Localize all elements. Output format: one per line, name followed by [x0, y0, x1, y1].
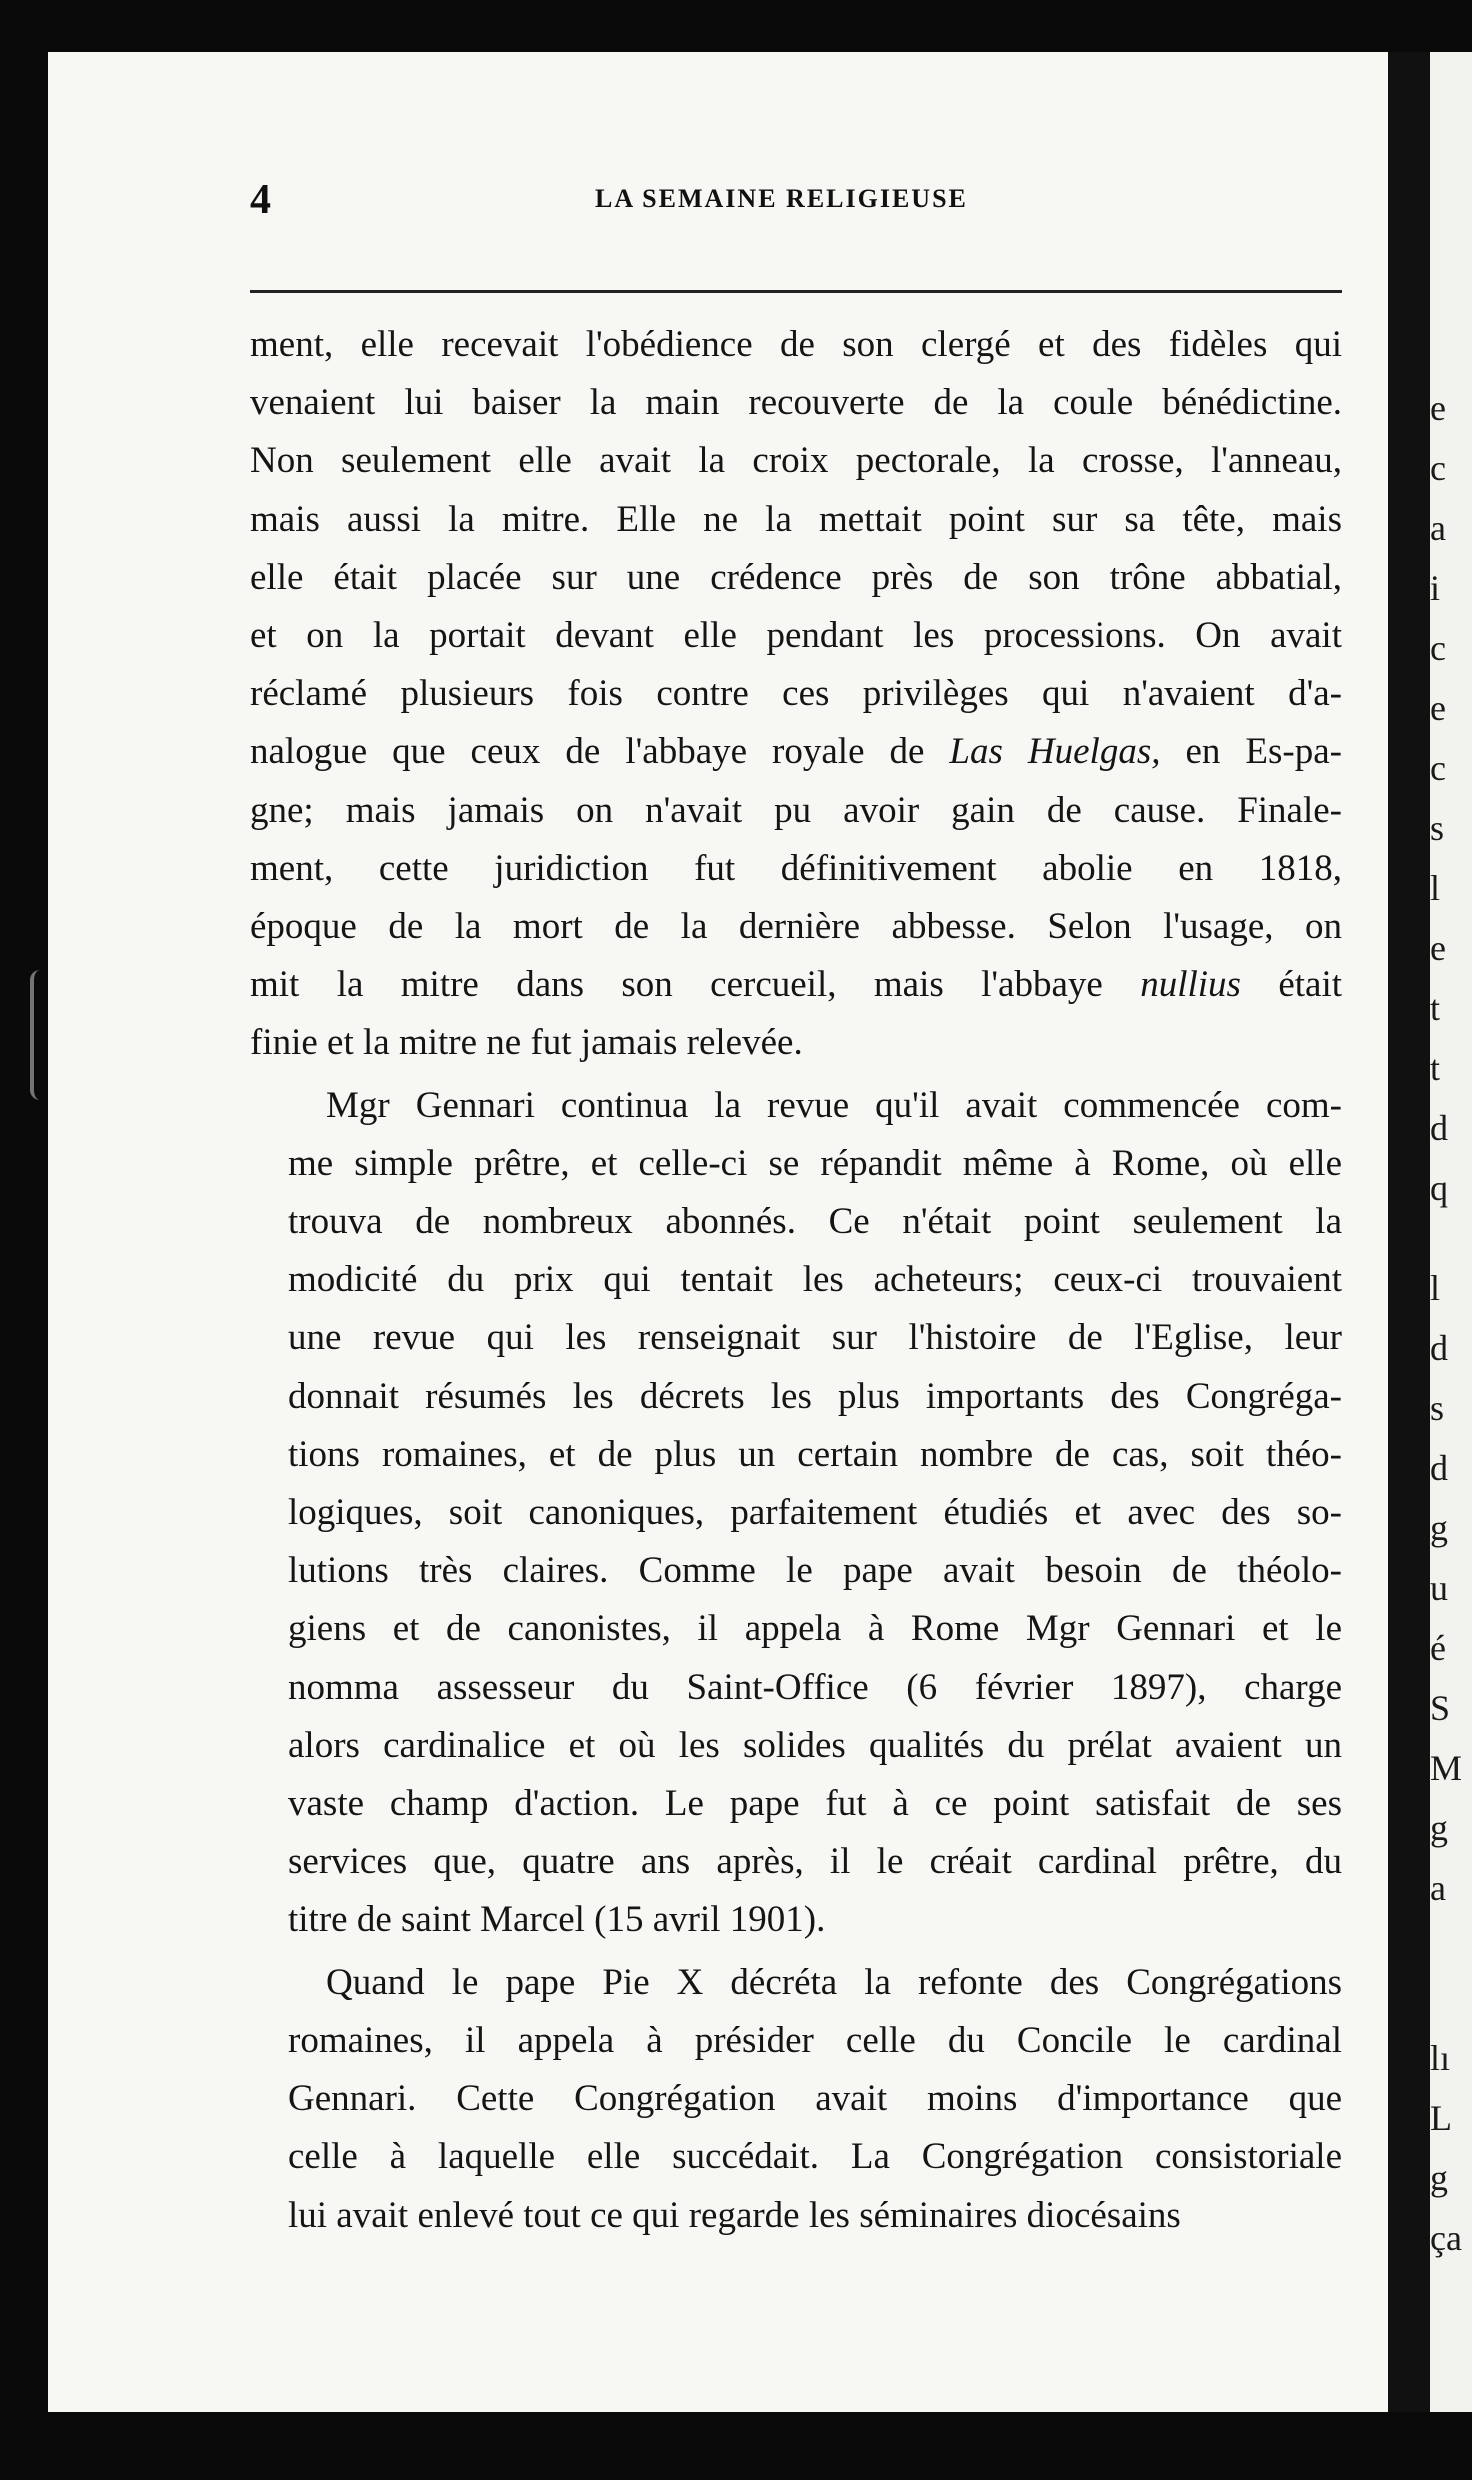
- text-line: ment, elle recevait l'obédience de son clergé et des fidèles qui: [250, 324, 1342, 365]
- next-page-fragment: L: [1430, 2098, 1452, 2138]
- text-line: une revue qui les renseignait sur l'histoire de l'Eglise, leur: [288, 1317, 1342, 1359]
- next-page-edge: [1430, 52, 1472, 2412]
- text-line: lui avait enlevé tout ce qui regarde les séminaires diocésains: [288, 2194, 1181, 2236]
- next-page-fragment: e: [1430, 688, 1446, 728]
- text-line: alors cardinalice et où les solides qualités du prélat avaient un: [288, 1724, 1342, 1766]
- text-line: lutions très claires. Comme le pape avait besoin de théolo-: [288, 1550, 1342, 1592]
- page-header: [250, 170, 1342, 230]
- text-line: Mgr Gennari continua la revue qu'il avait commencée com-: [326, 1084, 1342, 1126]
- text-line: Gennari. Cette Congrégation avait moins d'importance que: [288, 2078, 1342, 2120]
- next-page-fragment: a: [1430, 508, 1446, 548]
- next-page-fragment: e: [1430, 388, 1446, 428]
- text-line: logiques, soit canoniques, parfaitement étudiés et avec des so-: [288, 1492, 1342, 1534]
- next-page-fragment: M: [1430, 1748, 1463, 1788]
- text-line: romaines, il appela à présider celle du Concile le cardinal: [288, 2019, 1342, 2061]
- text-line: Quand le pape Pie X décréta la refonte des Congrégations: [326, 1961, 1342, 2003]
- text-line: services que, quatre ans après, il le créait cardinal prêtre, du: [288, 1841, 1342, 1883]
- next-page-fragment: u: [1430, 1568, 1448, 1608]
- text-line: ment, cette juridiction fut définitivement abolie en 1818,: [250, 847, 1342, 889]
- next-page-fragment: c: [1430, 748, 1446, 788]
- text-line: modicité du prix qui tentait les acheteurs; ceux-ci trouvaient: [288, 1259, 1342, 1301]
- text-line: elle était placée sur une crédence près de son trône abbatial,: [250, 556, 1342, 598]
- next-page-fragment: l: [1430, 868, 1441, 908]
- paragraph-3: [250, 1954, 1342, 2245]
- page-number: 4: [250, 177, 271, 223]
- text-line: nomma assesseur du Saint-Office (6 février 1897), charge: [288, 1666, 1342, 1708]
- text-line: gne; mais jamais on n'avait pu avoir gain de cause. Finale-: [250, 789, 1342, 831]
- next-page-fragment: c: [1430, 628, 1446, 668]
- next-page-fragment: c: [1430, 448, 1446, 488]
- next-page-fragment: lı: [1430, 2038, 1451, 2078]
- next-page-fragment: g: [1430, 2158, 1448, 2198]
- page-gutter: [1388, 52, 1430, 2412]
- next-page-fragment: d: [1430, 1448, 1448, 1488]
- text-line: donnait résumés les décrets les plus importants des Congréga-: [288, 1375, 1342, 1417]
- body-text: [250, 316, 1342, 2245]
- next-page-fragment: t: [1430, 988, 1441, 1028]
- next-page-fragment: e: [1430, 928, 1446, 968]
- next-page-fragment: s: [1430, 808, 1445, 848]
- next-page-fragment: q: [1430, 1168, 1448, 1208]
- text-line: me simple prêtre, et celle-ci se répandit même à Rome, où elle: [288, 1142, 1342, 1184]
- text-line: giens et de canonistes, il appela à Rome Mgr Gennari et le: [288, 1608, 1342, 1650]
- running-title: LA SEMAINE RELIGIEUSE: [595, 184, 968, 213]
- text-line: titre de saint Marcel (15 avril 1901).: [288, 1899, 826, 1941]
- next-page-fragment: d: [1430, 1328, 1448, 1368]
- text-line: réclamé plusieurs fois contre ces privilèges qui n'avaient d'a-: [250, 673, 1342, 715]
- next-page-fragment: i: [1430, 568, 1441, 608]
- text-line: époque de la mort de la dernière abbesse. Selon l'usage, on: [250, 906, 1342, 948]
- next-page-fragment: l: [1430, 1268, 1441, 1308]
- next-page-fragment: s: [1430, 1388, 1445, 1428]
- paragraph-2: [250, 1077, 1342, 1950]
- next-page-fragment: g: [1430, 1508, 1448, 1548]
- text-line: finie et la mitre ne fut jamais relevée.: [250, 1022, 803, 1064]
- text-line: celle à laquelle elle succédait. La Congrégation consistoriale: [288, 2136, 1342, 2178]
- paragraph-1: [250, 316, 1342, 1073]
- text-line: trouva de nombreux abonnés. Ce n'était point seulement la: [288, 1201, 1342, 1243]
- next-page-fragment: S: [1430, 1688, 1451, 1728]
- next-page-fragment: t: [1430, 1048, 1441, 1088]
- scan-smudge: [30, 970, 54, 1100]
- next-page-fragment: é: [1430, 1628, 1446, 1668]
- next-page-fragment: g: [1430, 1808, 1448, 1848]
- header-rule: [250, 290, 1342, 293]
- text-line: tions romaines, et de plus un certain nombre de cas, soit théo-: [288, 1433, 1342, 1475]
- text-line: venaient lui baiser la main recouverte de la coule bénédictine.: [250, 382, 1342, 424]
- text-line: vaste champ d'action. Le pape fut à ce point satisfait de ses: [288, 1783, 1342, 1825]
- text-line: et on la portait devant elle pendant les processions. On avait: [250, 615, 1342, 657]
- text-line: nalogue que ceux de l'abbaye royale de Las Huelgas, en Es-pa-: [250, 731, 1342, 773]
- text-line: mais aussi la mitre. Elle ne la mettait point sur sa tête, mais: [250, 498, 1342, 540]
- text-line: mit la mitre dans son cercueil, mais l'abbaye nullius était: [250, 964, 1342, 1006]
- next-page-fragment: a: [1430, 1868, 1446, 1908]
- next-page-fragment: ça: [1430, 2218, 1462, 2258]
- text-line: Non seulement elle avait la croix pectorale, la crosse, l'anneau,: [250, 440, 1342, 482]
- next-page-fragment: d: [1430, 1108, 1448, 1148]
